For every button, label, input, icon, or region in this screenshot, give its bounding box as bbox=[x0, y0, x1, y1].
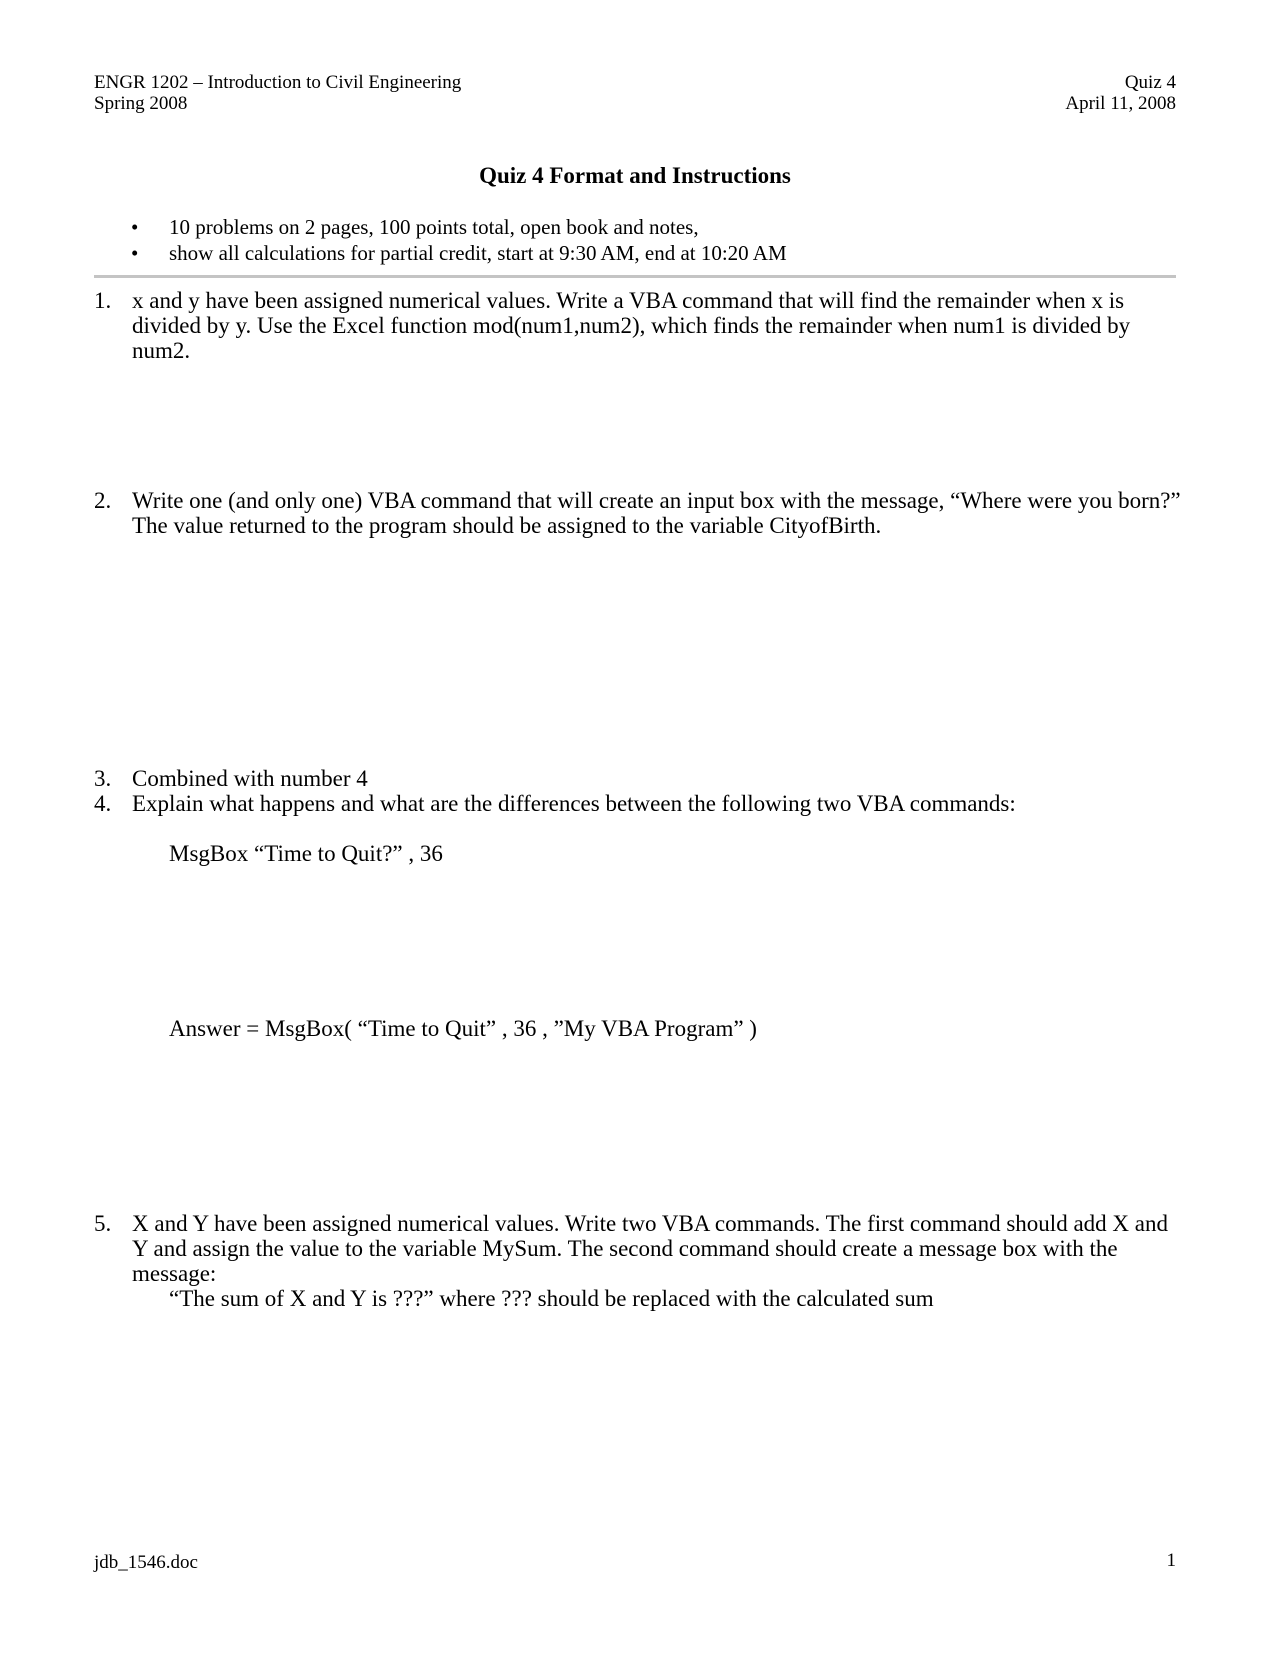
problem-2 bbox=[94, 488, 1184, 538]
quiz-date: April 11, 2008 bbox=[1065, 93, 1176, 114]
horizontal-divider bbox=[94, 275, 1176, 278]
page-title: Quiz 4 Format and Instructions bbox=[479, 163, 791, 188]
problem-1 bbox=[94, 288, 1184, 363]
problem-number: 3. bbox=[94, 766, 112, 791]
bullet-icon: • bbox=[131, 241, 139, 265]
footer-filename: jdb_1546.doc bbox=[94, 1552, 198, 1573]
problem-text: Write one (and only one) VBA command that will create an input box with the message, “Where were you born?” The value returned to the program should be assigned to the variable CityofBirth. bbox=[132, 488, 1181, 538]
header-right bbox=[1065, 72, 1176, 114]
instruction-text: show all calculations for partial credit, start at 9:30 AM, end at 10:20 AM bbox=[169, 241, 787, 265]
problem-text: x and y have been assigned numerical values. Write a VBA command that will find the remainder when x is divided by y. Use the Excel function mod(num1,num2), which finds the remainder when num1 is divided by num2. bbox=[132, 288, 1131, 363]
bullet-icon: • bbox=[131, 215, 139, 239]
problem-number: 4. bbox=[94, 791, 112, 816]
term: Spring 2008 bbox=[94, 93, 188, 114]
instructions-list bbox=[131, 214, 787, 266]
problem-3 bbox=[94, 766, 1184, 791]
problem-number: 2. bbox=[94, 488, 112, 513]
problem-number: 5. bbox=[94, 1211, 112, 1236]
instruction-text: 10 problems on 2 pages, 100 points total, open book and notes, bbox=[169, 215, 699, 239]
message-line: “The sum of X and Y is ???” where ??? should be replaced with the calculated sum bbox=[169, 1286, 934, 1311]
problem-5 bbox=[94, 1211, 1184, 1286]
problem-text: Explain what happens and what are the differences between the following two VBA commands: bbox=[132, 791, 1016, 816]
problem-number: 1. bbox=[94, 288, 112, 313]
course-name: ENGR 1202 – Introduction to Civil Engineering bbox=[94, 72, 462, 93]
quiz-label: Quiz 4 bbox=[1124, 72, 1176, 93]
instruction-item bbox=[131, 240, 787, 266]
vba-command-1: MsgBox “Time to Quit?” , 36 bbox=[169, 841, 443, 866]
page-number: 1 bbox=[1166, 1550, 1176, 1571]
problem-text: X and Y have been assigned numerical values. Write two VBA commands. The first command should add X and Y and assign the value to the variable MySum. The second command should create a message box with the message: bbox=[132, 1211, 1168, 1286]
instruction-item bbox=[131, 214, 787, 240]
problem-4 bbox=[94, 791, 1184, 816]
vba-command-2: Answer = MsgBox( “Time to Quit” , 36 , ”My VBA Program” ) bbox=[169, 1016, 757, 1041]
header-left bbox=[94, 72, 461, 114]
problem-text: Combined with number 4 bbox=[132, 766, 368, 791]
